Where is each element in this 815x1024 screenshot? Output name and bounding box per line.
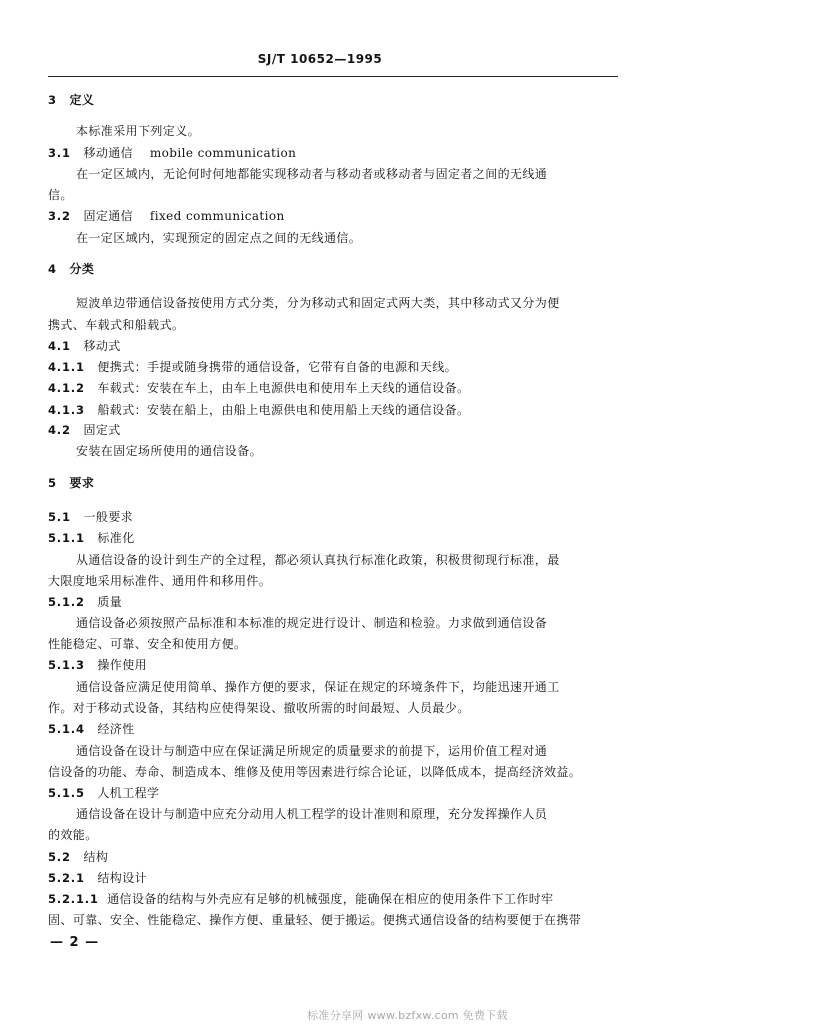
clause-number: 5.2.1 [48,871,85,885]
paragraph-line: 从通信设备的设计到生产的全过程，都必须认真执行标准化政策，积极贯彻现行标准，最 [76,553,560,567]
paragraph: 在一定区域内，实现预定的固定点之间的无线通信。 [76,231,362,245]
clause-number: 3.1 [48,146,71,160]
clause-number: 4.1.3 [48,403,85,417]
section-title: 分类 [69,262,95,276]
clause-number: 4.1.2 [48,381,85,395]
section-4-heading [48,262,94,276]
clause-number: 5.1.4 [48,722,85,736]
clause-4-2-heading [48,423,121,437]
clause-5-2-1-heading [48,871,147,885]
paragraph-line: 性能稳定、可靠、安全和使用方便。 [48,637,247,651]
section-5-heading [48,476,94,490]
clause-text: 便携式：手提或随身携带的通信设备，它带有自备的电源和天线。 [97,360,458,374]
clause-text: 通信设备的结构与外壳应有足够的机械强度，能确保在相应的使用条件下工作时牢 [107,892,554,906]
paragraph-line: 的效能。 [48,828,98,842]
clause-title: 结构设计 [97,871,148,885]
clause-3-2-heading [48,209,285,223]
clause-number: 5.2 [48,850,71,864]
clause-5-1-heading [48,510,133,524]
section-title: 定义 [69,93,95,107]
paragraph: 本标准采用下列定义。 [76,124,201,138]
clause-5-1-3-heading [48,658,147,672]
document-code-header: SJ/T 10652—1995 [257,52,383,66]
paragraph-line: 通信设备在设计与制造中应充分动用人机工程学的设计准则和原理，充分发挥操作人员 [76,807,548,821]
section-3-heading [48,93,94,107]
clause-title: 操作使用 [97,658,148,672]
paragraph-line: 信设备的功能、寿命、制造成本、维修及使用等因素进行综合论证，以降低成本，提高经济效益。 [48,765,582,779]
clause-number: 5.1 [48,510,71,524]
clause-title: 固定式 [83,423,121,437]
paragraph-line: 通信设备在设计与制造中应在保证满足所规定的质量要求的前提下，运用价值工程对通 [76,744,548,758]
clause-title: 固定通信 [83,209,134,223]
clause-title: 移动通信 [83,146,134,160]
paragraph-line: 通信设备必须按照产品标准和本标准的规定进行设计、制造和检验。力求做到通信设备 [76,616,548,630]
paragraph-line: 作。对于移动式设备，其结构应使得架设、撤收所需的时间最短、人员最少。 [48,701,470,715]
clause-english-term: mobile communication [149,146,297,160]
clause-number: 3.2 [48,209,71,223]
clause-number: 5.1.3 [48,658,85,672]
clause-title: 一般要求 [83,510,134,524]
clause-4-1-2 [48,381,469,395]
clause-5-1-1-heading [48,531,135,545]
clause-4-1-heading [48,339,121,353]
clause-title: 标准化 [97,531,135,545]
header-rule [48,76,618,77]
section-number: 3 [48,93,57,107]
clause-text: 车载式：安装在车上，由车上电源供电和使用车上天线的通信设备。 [97,381,470,395]
section-title: 要求 [69,476,95,490]
clause-title: 结构 [83,850,109,864]
clause-4-1-3 [48,403,469,417]
page-number: — 2 — [50,935,100,950]
clause-english-term: fixed communication [149,209,285,223]
clause-title: 人机工程学 [97,786,160,800]
clause-5-1-4-heading [48,722,135,736]
clause-text: 船载式：安装在船上，由船上电源供电和使用船上天线的通信设备。 [97,403,470,417]
clause-5-1-2-heading [48,595,122,609]
clause-number: 5.1.2 [48,595,85,609]
paragraph-line: 携式、车载式和船载式。 [48,318,185,332]
clause-number: 4.1.1 [48,360,85,374]
clause-5-2-1-1 [48,892,554,906]
section-number: 5 [48,476,57,490]
clause-number: 4.1 [48,339,71,353]
clause-number: 4.2 [48,423,71,437]
paragraph-line: 信。 [48,188,73,202]
clause-4-1-1 [48,360,457,374]
paragraph: 安装在固定场所使用的通信设备。 [76,444,263,458]
paragraph-line: 大限度地采用标准件、通用件和移用件。 [48,574,272,588]
section-number: 4 [48,262,57,276]
clause-title: 经济性 [97,722,135,736]
watermark-text: 标准分享网 www.bzfxw.com 免费下载 [307,1009,508,1022]
clause-3-1-heading [48,146,296,160]
clause-5-2-heading [48,850,108,864]
clause-title: 质量 [97,595,123,609]
clause-number: 5.1.5 [48,786,85,800]
paragraph-line: 通信设备应满足使用简单、操作方便的要求，保证在规定的环境条件下，均能迅速开通工 [76,680,560,694]
paragraph-line: 固、可靠、安全、性能稳定、操作方便、重量轻、便于搬运。便携式通信设备的结构要便于在携带 [48,913,582,927]
paragraph-line: 在一定区域内，无论何时何地都能实现移动者与移动者或移动者与固定者之间的无线通 [76,167,548,181]
paragraph-line: 短波单边带通信设备按使用方式分类，分为移动式和固定式两大类，其中移动式又分为便 [76,296,560,310]
clause-5-1-5-heading [48,786,159,800]
clause-number: 5.2.1.1 [48,892,99,906]
clause-title: 移动式 [83,339,121,353]
clause-number: 5.1.1 [48,531,85,545]
